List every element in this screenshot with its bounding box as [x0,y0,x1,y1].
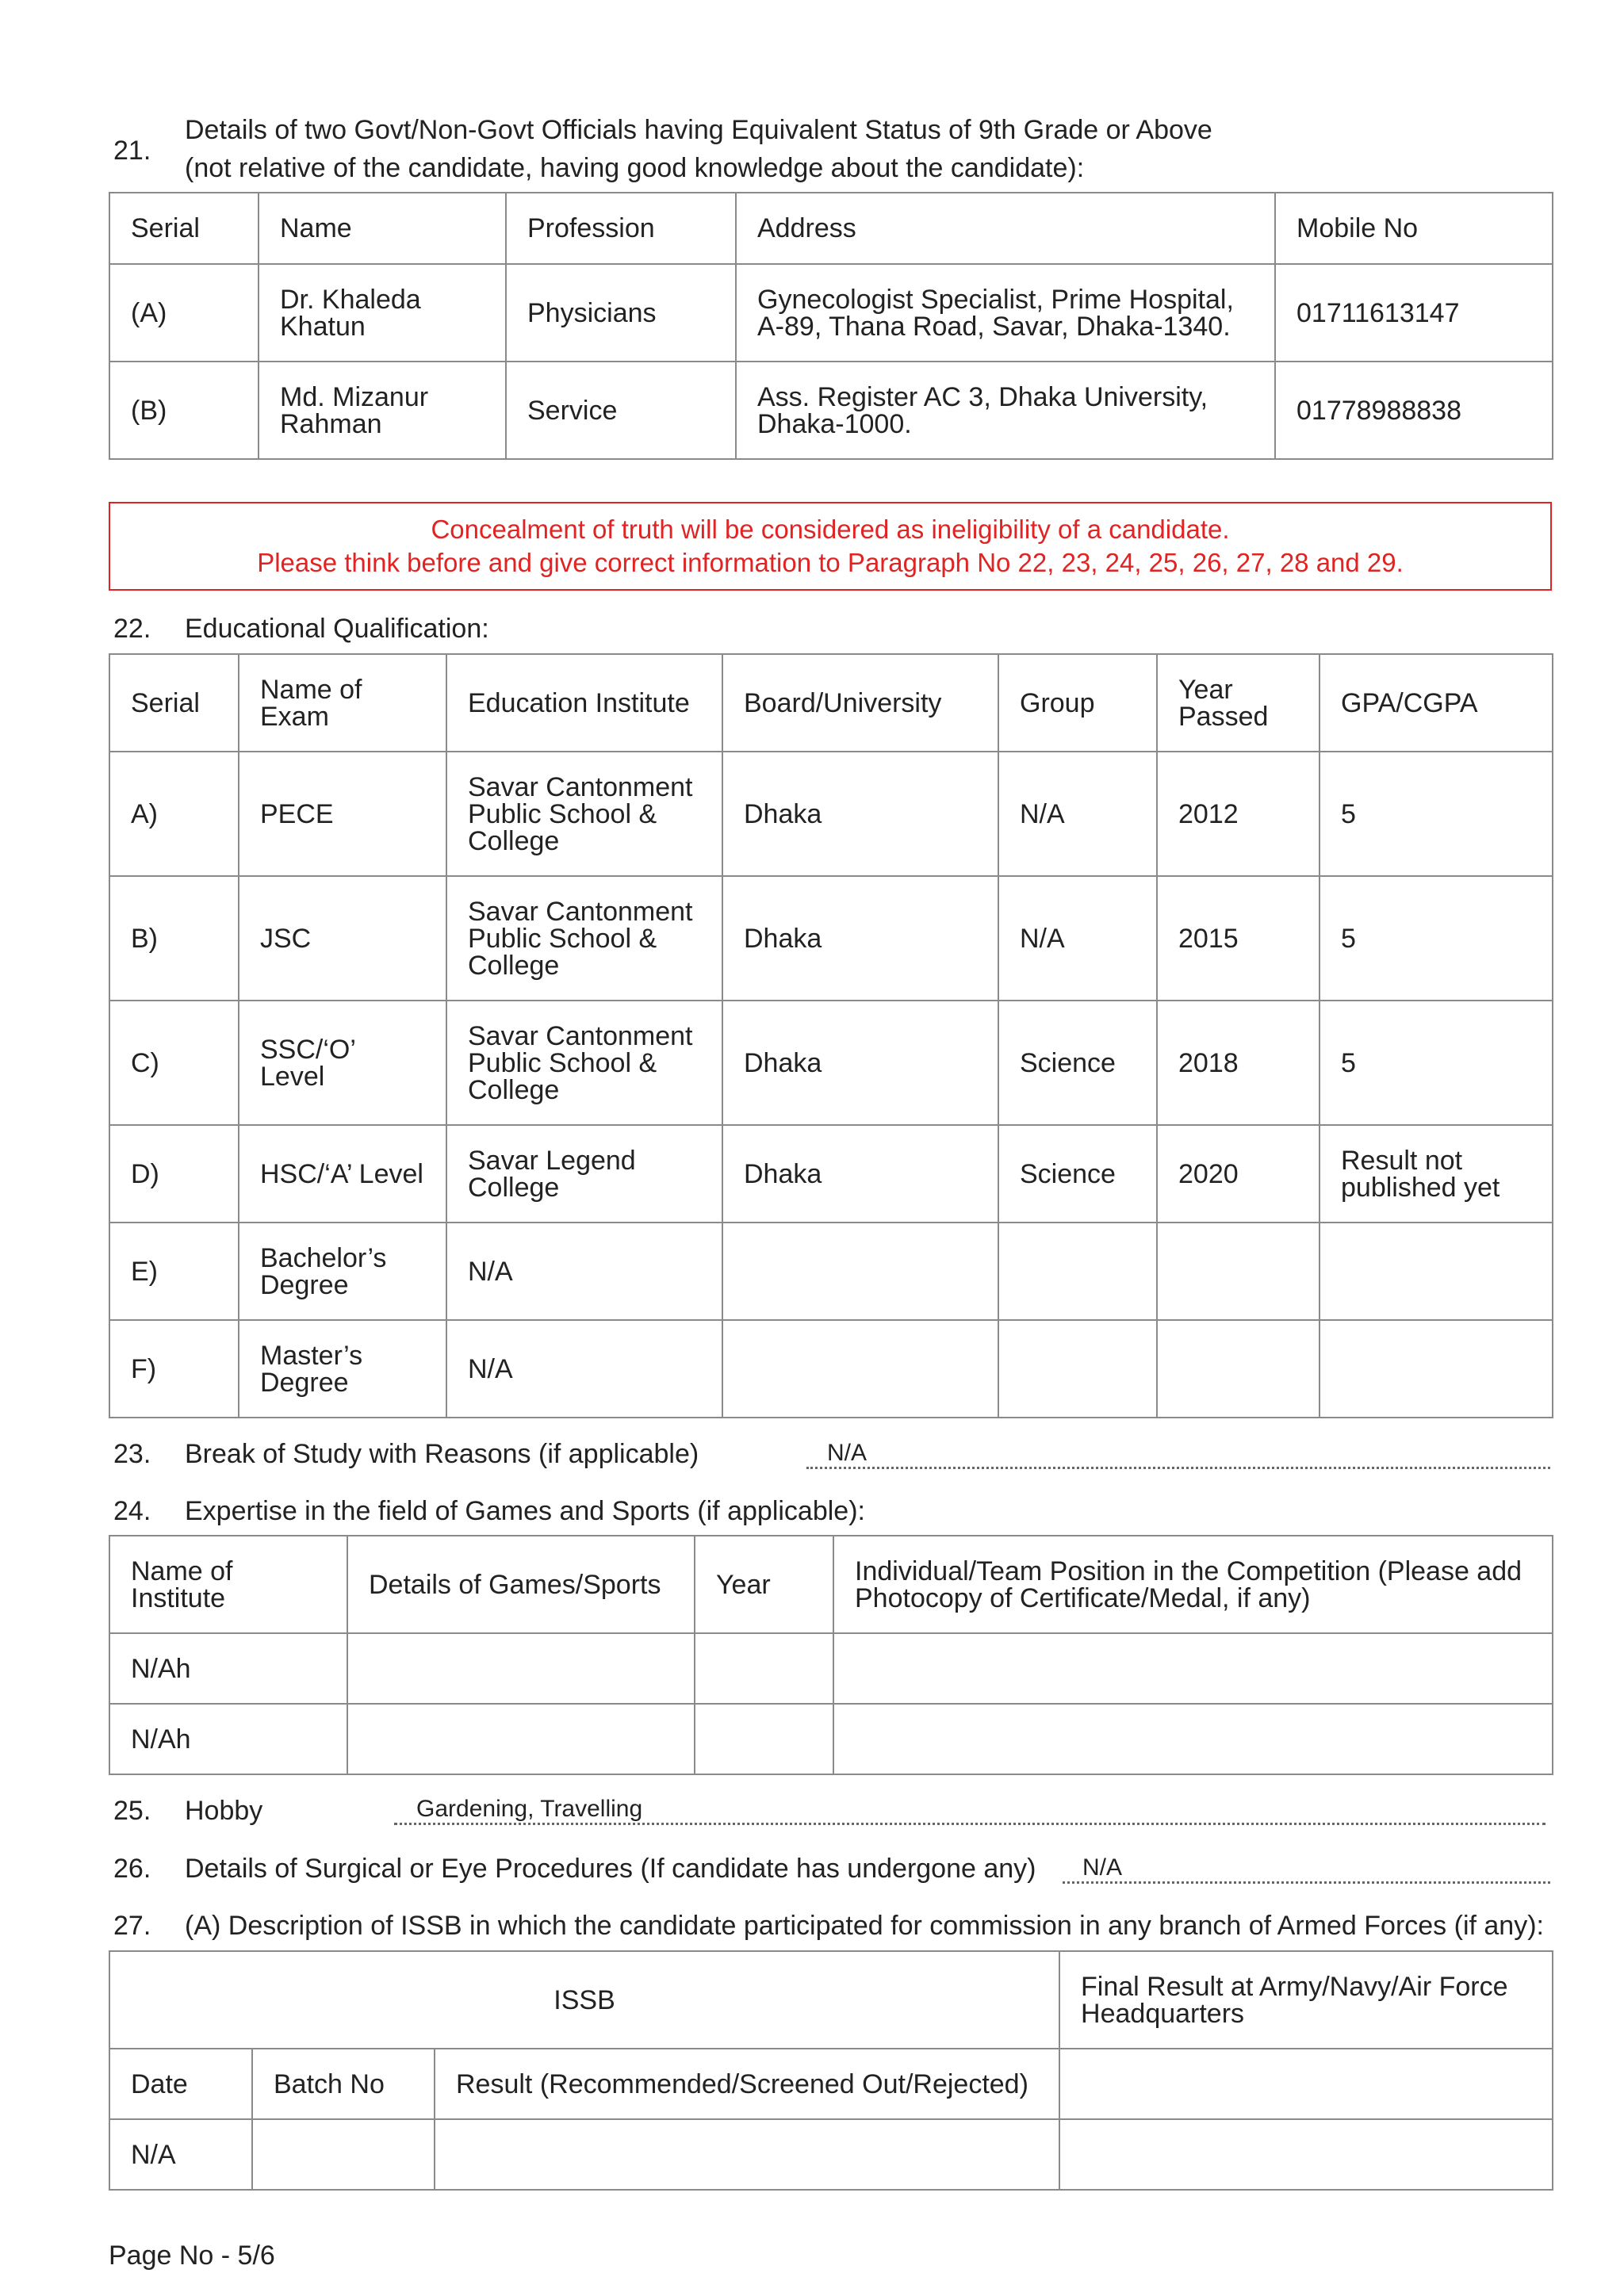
edu-year [1157,1320,1320,1418]
issb-batch [252,2119,435,2190]
education-row [109,1223,1553,1320]
edu-year: 2012 [1157,752,1320,876]
edu-gpa [1320,1320,1553,1418]
education-table [109,653,1553,1418]
official-row [109,362,1553,459]
edu-gpa [1320,1223,1553,1320]
sports-institute: N/Ah [109,1633,347,1704]
break-of-study-field[interactable] [806,1441,1550,1469]
edu-group: N/A [998,752,1157,876]
section-21-title-line1: Details of two Govt/Non-Govt Officials having Equivalent Status of 9th Grade or Above [185,115,1212,145]
edu-serial: C) [109,1001,239,1125]
header-name: Name [259,193,506,264]
issb-final [1059,2119,1553,2190]
edu-exam: SSC/‘O’ Level [239,1001,446,1125]
edu-institute: Savar Cantonment Public School & College [446,752,722,876]
section-21-title-line2: (not relative of the candidate, having good knowledge about the candidate): [185,153,1085,183]
edu-serial: E) [109,1223,239,1320]
edu-board [722,1223,998,1320]
edu-group: Science [998,1125,1157,1223]
edu-institute: Savar Cantonment Public School & College [446,1001,722,1125]
sports-details [347,1633,695,1704]
section-23-number: 23. [113,1439,151,1469]
official-address: Ass. Register AC 3, Dhaka University, Dhaka-1000. [736,362,1275,459]
edu-board [722,1320,998,1418]
sports-header-row [109,1536,1553,1633]
edu-institute: N/A [446,1223,722,1320]
edu-year [1157,1223,1320,1320]
officials-table [109,192,1553,460]
sports-institute: N/Ah [109,1704,347,1774]
education-row [109,752,1553,876]
page-number: Page No - 5/6 [109,2241,275,2271]
education-row [109,1001,1553,1125]
issb-row [109,2119,1553,2190]
edu-board: Dhaka [722,1001,998,1125]
education-row [109,1125,1553,1223]
header-result: Result (Recommended/Screened Out/Rejected) [435,2049,1059,2119]
break-of-study-value: N/A [827,1440,868,1466]
education-row [109,1320,1553,1418]
edu-group [998,1223,1157,1320]
edu-exam: PECE [239,752,446,876]
official-name: Dr. Khaleda Khatun [259,264,506,362]
section-25-number: 25. [113,1796,151,1826]
header-year: Year Passed [1157,654,1320,752]
edu-exam: HSC/‘A’ Level [239,1125,446,1223]
section-23-label: Break of Study with Reasons (if applicable) [185,1439,699,1469]
edu-board: Dhaka [722,1125,998,1223]
section-22-title: Educational Qualification: [185,614,489,644]
header-board: Board/University [722,654,998,752]
hobby-value: Gardening, Travelling [416,1796,643,1822]
final-result-cell [1059,2049,1553,2119]
edu-serial: B) [109,876,239,1001]
edu-gpa: 5 [1320,876,1553,1001]
header-address: Address [736,193,1275,264]
official-serial: (B) [109,362,259,459]
section-22-number: 22. [113,614,151,644]
header-serial: Serial [109,654,239,752]
edu-gpa: 5 [1320,752,1553,876]
issb-header-row [109,1951,1553,2049]
education-header-row [109,654,1553,752]
issb-table [109,1950,1553,2191]
header-serial: Serial [109,193,259,264]
edu-year: 2015 [1157,876,1320,1001]
official-serial: (A) [109,264,259,362]
issb-date: N/A [109,2119,252,2190]
header-final-result: Final Result at Army/Navy/Air Force Headquarters [1059,1951,1553,2049]
official-row [109,264,1553,362]
section-26-label: Details of Surgical or Eye Procedures (If candidate has undergone any) [185,1854,1036,1884]
header-institute: Education Institute [446,654,722,752]
warning-line2: Please think before and give correct information to Paragraph No 22, 23, 24, 25, 26, 27, 28 and 29. [257,548,1404,577]
header-exam: Name of Exam [239,654,446,752]
header-group: Group [998,654,1157,752]
sports-row [109,1633,1553,1704]
sports-year [695,1633,833,1704]
edu-institute: Savar Cantonment Public School & College [446,876,722,1001]
sports-position [833,1633,1553,1704]
official-profession: Physicians [506,264,736,362]
edu-gpa: 5 [1320,1001,1553,1125]
official-address: Gynecologist Specialist, Prime Hospital, A-89, Thana Road, Savar, Dhaka-1340. [736,264,1275,362]
official-name: Md. Mizanur Rahman [259,362,506,459]
section-24-number: 24. [113,1496,151,1526]
header-sports-institute: Name of Institute [109,1536,347,1633]
edu-year: 2020 [1157,1125,1320,1223]
header-sports-year: Year [695,1536,833,1633]
officials-header-row [109,193,1553,264]
surgical-procedures-field[interactable] [1063,1855,1550,1884]
edu-board: Dhaka [722,752,998,876]
sports-position [833,1704,1553,1774]
edu-serial: F) [109,1320,239,1418]
edu-exam: Bachelor’s Degree [239,1223,446,1320]
edu-institute: N/A [446,1320,722,1418]
edu-board: Dhaka [722,876,998,1001]
issb-subheader-row [109,2049,1553,2119]
header-date: Date [109,2049,252,2119]
edu-serial: A) [109,752,239,876]
official-mobile: 01778988838 [1275,362,1553,459]
section-27-number: 27. [113,1911,151,1941]
section-26-number: 26. [113,1854,151,1884]
edu-serial: D) [109,1125,239,1223]
sports-year [695,1704,833,1774]
edu-group [998,1320,1157,1418]
header-issb: ISSB [109,1951,1059,2049]
header-batch: Batch No [252,2049,435,2119]
edu-exam: Master’s Degree [239,1320,446,1418]
edu-institute: Savar Legend College [446,1125,722,1223]
edu-group: Science [998,1001,1157,1125]
sports-row [109,1704,1553,1774]
education-row [109,876,1553,1001]
issb-result [435,2119,1059,2190]
surgical-procedures-value: N/A [1082,1854,1123,1881]
edu-gpa: Result not published yet [1320,1125,1553,1223]
section-25-label: Hobby [185,1796,263,1826]
official-profession: Service [506,362,736,459]
edu-exam: JSC [239,876,446,1001]
header-sports-details: Details of Games/Sports [347,1536,695,1633]
warning-box [109,502,1552,591]
header-sports-position: Individual/Team Position in the Competition (Please add Photocopy of Certificate/Medal, if any) [833,1536,1553,1633]
header-profession: Profession [506,193,736,264]
warning-line1: Concealment of truth will be considered as ineligibility of a candidate. [431,515,1230,544]
header-gpa: GPA/CGPA [1320,654,1553,752]
sports-details [347,1704,695,1774]
header-mobile: Mobile No [1275,193,1553,264]
section-21-number: 21. [113,136,151,166]
section-27-title: (A) Description of ISSB in which the candidate participated for commission in any branch of Armed Forces (if any): [185,1911,1544,1941]
section-24-title: Expertise in the field of Games and Sports (if applicable): [185,1496,865,1526]
official-mobile: 01711613147 [1275,264,1553,362]
sports-table [109,1535,1553,1775]
edu-group: N/A [998,876,1157,1001]
edu-year: 2018 [1157,1001,1320,1125]
